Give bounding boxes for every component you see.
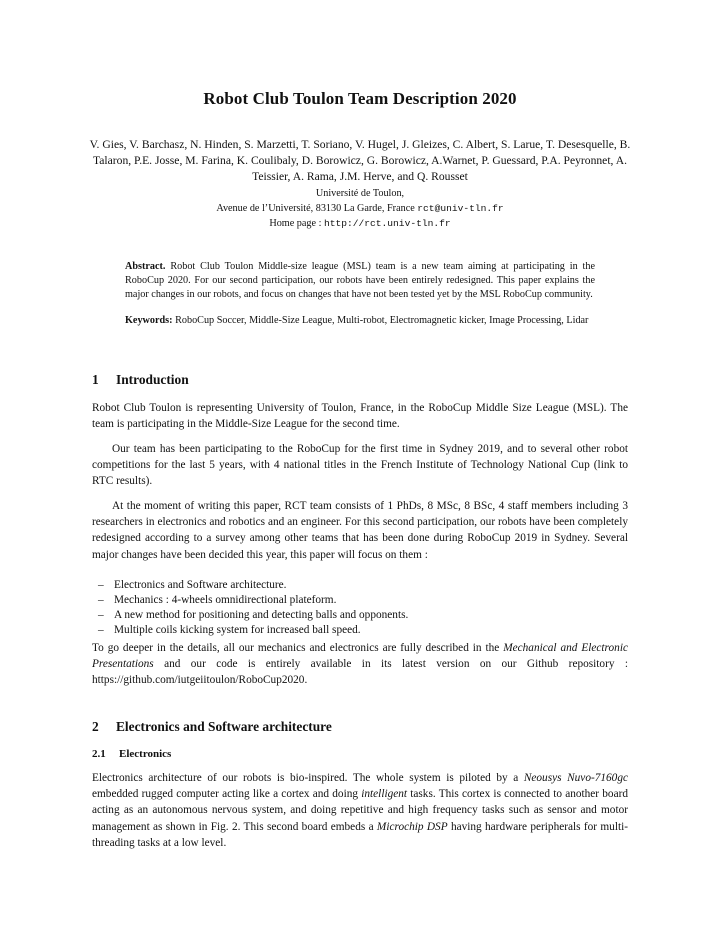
p4-emphasis: Mechanical and Electronic Presentations <box>92 642 628 671</box>
s2-text-b: embedded rugged computer acting like a cortex and doing <box>92 788 362 801</box>
affiliation-block <box>0 186 720 231</box>
abstract-label: Abstract. <box>125 261 166 272</box>
affiliation-address: Avenue de l’Université, 83130 La Garde, France <box>216 203 415 214</box>
contact-email[interactable]: rct@univ-tln.fr <box>417 203 504 214</box>
list-item: – Electronics and Software architecture. <box>92 578 628 593</box>
subsection-number: 2.1 <box>92 748 106 760</box>
p4-text-b: and our code is entirely available in its latest version on our Github repository : https://github.com/iutgeiitoulon/RoboCup2020. <box>92 658 628 687</box>
section-title: Introduction <box>116 372 189 387</box>
s2-emphasis-1: Neousys Nuvo-7160gc <box>523 772 628 784</box>
paper-title: Robot Club Toulon Team Description 2020 <box>203 89 517 108</box>
list-item: – Multiple coils kicking system for increased ball speed. <box>92 623 628 638</box>
s2-text-d: having hardware peripherals for multi-threading tasks at a low level. <box>92 820 629 849</box>
p4-text-a: To go deeper in the details, all our mechanics and electronics are fully described in the <box>92 642 504 654</box>
intro-paragraph-2: Our team has been participating to the RoboCup for the first time in Sydney 2019, and to several other robot competitions for the last 5 years, with 4 national titles in the French Institute of Technology National Cup (link to RTC results). <box>92 443 628 488</box>
section-title: Electronics and Software architecture <box>116 719 332 734</box>
intro-paragraph-4 <box>92 640 628 689</box>
section-number: 1 <box>92 372 99 387</box>
section-heading-electronics-software <box>92 719 332 735</box>
abstract-paragraph <box>125 260 595 302</box>
author-list: V. Gies, V. Barchasz, N. Hinden, S. Marzetti, T. Soriano, V. Hugel, J. Gleizes, C. Albert, S. Larue, T. Desesquelle, B. Talaron, P.E. Josse, M. Farina, K. Coulibaly, D. Borowicz, G. Borowicz, A.Warnet, P. Guessard, P.A. Peyronnet, A. Teissier, A. Rama, J.M. Herve, and Q. Rousset <box>89 138 631 183</box>
section-heading-introduction <box>92 372 189 388</box>
section-number: 2 <box>92 719 99 734</box>
changes-list <box>92 578 628 638</box>
intro-paragraph-3: At the moment of writing this paper, RCT team consists of 1 PhDs, 8 MSc, 8 BSc, 4 staff members including 3 researchers in electronics and robotics and an engineer. For this second participation, our robots have been completely redesigned according to a survey among other teams that has been done during RoboCup 2019 in Sydney. Several major changes have been decided this year, this paper will focus on them : <box>92 500 628 561</box>
homepage-line <box>0 216 720 231</box>
electronics-paragraph <box>92 770 628 851</box>
subsection-heading-electronics <box>92 748 171 760</box>
abstract-text: Robot Club Toulon Middle-size league (MSL) team is a new team aiming at participating in the RoboCup 2020. For our second participation, our robots have been entirely redesigned. This paper explains the major changes in our robots, and focus on changes that have not been tested yet by the MSL RoboCup community. <box>125 261 595 300</box>
keywords-paragraph <box>125 314 595 328</box>
affiliation-address-line <box>0 201 720 216</box>
keywords-label: Keywords: <box>125 315 173 326</box>
s2-emphasis-2: intelligent <box>361 788 408 801</box>
subsection-title: Electronics <box>119 748 172 760</box>
s2-text-c: tasks. This cortex is connected to another board acting as an autonomous nervous system, and doing repetitive and high frequency tasks such as sensor and motor management as shown in Fig. 2. This second board embeds a <box>92 788 629 833</box>
keywords-text: RoboCup Soccer, Middle-Size League, Multi-robot, Electromagnetic kicker, Image Processing, Lidar <box>175 315 589 326</box>
intro-paragraph-1: Robot Club Toulon is representing University of Toulon, France, in the RoboCup Middle Size League (MSL). The team is participating in the Middle-Size League for the second time. <box>92 402 628 431</box>
abstract-block <box>125 260 595 337</box>
s2-text-a: Electronics architecture of our robots is bio-inspired. The whole system is piloted by a <box>92 772 524 784</box>
s2-emphasis-3: Microchip DSP <box>376 820 448 833</box>
affiliation-university: Université de Toulon, <box>315 188 405 199</box>
homepage-link[interactable]: http://rct.univ-tln.fr <box>323 218 451 229</box>
homepage-label: Home page : <box>269 218 322 229</box>
list-item: – Mechanics : 4-wheels omnidirectional plateform. <box>92 593 628 608</box>
list-item: – A new method for positioning and detecting balls and opponents. <box>92 608 628 623</box>
